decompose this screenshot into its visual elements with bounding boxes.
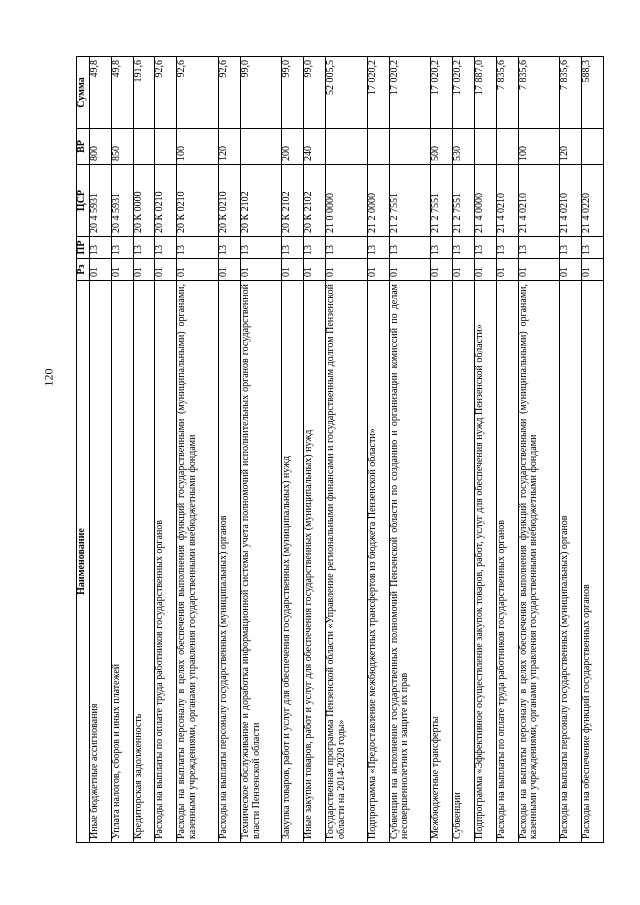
table-row [582, 57, 604, 843]
header-csr: ЦСР [77, 165, 90, 237]
cell-sum: 92,6 [177, 57, 219, 129]
cell-vr: 120 [560, 129, 582, 165]
cell-vr [133, 129, 155, 165]
cell-vr [496, 129, 518, 165]
table-row [474, 57, 496, 843]
cell-name: Расходы на выплаты по оплате труда работников государственных органов [155, 281, 177, 843]
table-row [177, 57, 219, 843]
cell-rz: 01 [155, 259, 177, 281]
cell-pr: 13 [389, 237, 431, 259]
cell-rz: 01 [177, 259, 219, 281]
cell-pr: 13 [218, 237, 240, 259]
table-row [389, 57, 431, 843]
cell-pr: 13 [582, 237, 604, 259]
cell-vr [155, 129, 177, 165]
cell-csr: 20 4 5931 [111, 165, 133, 237]
cell-sum: 17 020,2 [389, 57, 431, 129]
cell-pr: 13 [240, 237, 282, 259]
cell-name: Иные закупки товаров, работ и услуг для обеспечения государственных (муниципальных) нужд [304, 281, 326, 843]
header-rz: Рз [77, 259, 90, 281]
cell-rz: 01 [389, 259, 431, 281]
cell-pr: 13 [474, 237, 496, 259]
cell-name: Субвенции на исполнение государственных полномочий Пензенской области по созданию и организации комиссий по делам несовершеннолетних и защите их прав [389, 281, 431, 843]
cell-rz: 01 [133, 259, 155, 281]
cell-pr: 13 [453, 237, 475, 259]
cell-sum: 99,0 [282, 57, 304, 129]
header-pr: ПР [77, 237, 90, 259]
table-row [367, 57, 389, 843]
cell-sum: 49,8 [90, 57, 112, 129]
cell-vr [582, 129, 604, 165]
table-row [431, 57, 453, 843]
cell-rz: 01 [282, 259, 304, 281]
cell-sum: 49,8 [111, 57, 133, 129]
cell-rz: 01 [496, 259, 518, 281]
cell-rz: 01 [218, 259, 240, 281]
cell-pr: 13 [326, 237, 368, 259]
table-header-row [77, 57, 90, 843]
cell-vr [326, 129, 368, 165]
header-sum: Сумма [77, 57, 90, 129]
cell-sum: 92,6 [218, 57, 240, 129]
cell-rz: 01 [582, 259, 604, 281]
table-row [133, 57, 155, 843]
cell-rz: 01 [111, 259, 133, 281]
header-name: Наименование [77, 281, 90, 843]
cell-csr: 21 4 0220 [582, 165, 604, 237]
cell-pr: 13 [560, 237, 582, 259]
cell-name: Государственная программа Пензенской области «Управление региональными финансами и государственным долгом Пензенской области на 2014-2020 годы» [326, 281, 368, 843]
cell-name: Техническое обслуживание и доработка информационной системы учета полномочий исполнительных органов государственной власти Пензенской области [240, 281, 282, 843]
cell-pr: 13 [177, 237, 219, 259]
cell-vr: 200 [282, 129, 304, 165]
cell-name: Расходы на выплаты персоналу в целях обеспечения выполнения функций государственными (муниципальными) органами, казенными учреждениями, органами управления государственными внебюджетными фондами [518, 281, 560, 843]
cell-name: Иные бюджетные ассигнования [90, 281, 112, 843]
cell-sum: 588,3 [582, 57, 604, 129]
cell-csr: 21 4 0210 [560, 165, 582, 237]
page-number: 120 [41, 368, 56, 387]
cell-vr [367, 129, 389, 165]
cell-csr: 21 4 0000 [474, 165, 496, 237]
budget-table-rotated [76, 57, 604, 843]
cell-rz: 01 [304, 259, 326, 281]
budget-table [76, 56, 604, 843]
cell-csr: 21 4 0210 [496, 165, 518, 237]
cell-rz: 01 [453, 259, 475, 281]
cell-name: Кредиторская задолженность [133, 281, 155, 843]
table-row [496, 57, 518, 843]
cell-name: Субвенции [453, 281, 475, 843]
cell-sum: 99,0 [240, 57, 282, 129]
cell-sum: 17 020,2 [453, 57, 475, 129]
cell-csr: 20 К 0000 [133, 165, 155, 237]
cell-vr: 100 [518, 129, 560, 165]
cell-csr: 20 К 0210 [155, 165, 177, 237]
cell-name: Подпрограмма «Эффективное осуществление закупок товаров, работ, услуг для обеспечения нужд Пензенской области» [474, 281, 496, 843]
cell-vr: 120 [218, 129, 240, 165]
cell-rz: 01 [240, 259, 282, 281]
cell-rz: 01 [326, 259, 368, 281]
table-row [218, 57, 240, 843]
table-body [90, 57, 604, 843]
cell-csr: 21 2 7551 [453, 165, 475, 237]
cell-pr: 13 [133, 237, 155, 259]
cell-pr: 13 [518, 237, 560, 259]
cell-rz: 01 [474, 259, 496, 281]
cell-name: Расходы на выплаты персоналу в целях обеспечения выполнения функций государственными (муниципальными) органами, казенными учреждениями, органами управления государственными внебюджетными фондами [177, 281, 219, 843]
cell-vr: 500 [431, 129, 453, 165]
cell-pr: 13 [282, 237, 304, 259]
cell-sum: 7 835,6 [518, 57, 560, 129]
table-row [453, 57, 475, 843]
cell-sum: 17 020,2 [431, 57, 453, 129]
cell-name: Уплата налогов, сборов и иных платежей [111, 281, 133, 843]
cell-rz: 01 [431, 259, 453, 281]
cell-name: Расходы на обеспечение функций государственных органов [582, 281, 604, 843]
cell-sum: 17 020,2 [367, 57, 389, 129]
cell-csr: 21 0 0000 [326, 165, 368, 237]
cell-pr: 13 [496, 237, 518, 259]
cell-vr: 100 [177, 129, 219, 165]
cell-sum: 17 887,0 [474, 57, 496, 129]
cell-pr: 13 [431, 237, 453, 259]
table-row [282, 57, 304, 843]
cell-pr: 13 [155, 237, 177, 259]
table-row [155, 57, 177, 843]
cell-sum: 191,6 [133, 57, 155, 129]
table-row [326, 57, 368, 843]
cell-pr: 13 [367, 237, 389, 259]
cell-sum: 52 005,5 [326, 57, 368, 129]
table-row [304, 57, 326, 843]
cell-csr: 20 К 0210 [177, 165, 219, 237]
cell-rz: 01 [518, 259, 560, 281]
cell-vr [389, 129, 431, 165]
cell-pr: 13 [90, 237, 112, 259]
cell-csr: 21 4 0210 [518, 165, 560, 237]
cell-name: Расходы на выплаты по оплате труда работников государственных органов [496, 281, 518, 843]
cell-csr: 21 2 7551 [431, 165, 453, 237]
cell-sum: 7 835,6 [496, 57, 518, 129]
cell-name: Расходы на выплаты персоналу государственных (муниципальных) органов [218, 281, 240, 843]
cell-csr: 21 2 0000 [367, 165, 389, 237]
cell-vr: 240 [304, 129, 326, 165]
cell-csr: 20 4 5931 [90, 165, 112, 237]
cell-rz: 01 [90, 259, 112, 281]
cell-name: Подпрограмма «Предоставление межбюджетных трансфертов из бюджета Пензенской области» [367, 281, 389, 843]
cell-sum: 7 835,6 [560, 57, 582, 129]
cell-vr: 530 [453, 129, 475, 165]
cell-vr [474, 129, 496, 165]
cell-csr: 20 К 2102 [304, 165, 326, 237]
cell-sum: 99,0 [304, 57, 326, 129]
table-row [111, 57, 133, 843]
cell-rz: 01 [367, 259, 389, 281]
cell-name: Межбюджетные трансферты [431, 281, 453, 843]
cell-vr: 850 [111, 129, 133, 165]
cell-csr: 20 К 0210 [218, 165, 240, 237]
cell-sum: 92,6 [155, 57, 177, 129]
table-row [90, 57, 112, 843]
table-row [518, 57, 560, 843]
cell-csr: 20 К 2102 [282, 165, 304, 237]
cell-name: Расходы на выплаты персоналу государственных (муниципальных) органов [560, 281, 582, 843]
cell-name: Закупка товаров, работ и услуг для обеспечения государственных (муниципальных) нужд [282, 281, 304, 843]
header-vr: ВР [77, 129, 90, 165]
cell-pr: 13 [111, 237, 133, 259]
cell-vr [240, 129, 282, 165]
cell-vr: 800 [90, 129, 112, 165]
cell-csr: 20 К 2102 [240, 165, 282, 237]
cell-pr: 13 [304, 237, 326, 259]
table-row [240, 57, 282, 843]
cell-csr: 21 2 7551 [389, 165, 431, 237]
table-row [560, 57, 582, 843]
cell-rz: 01 [560, 259, 582, 281]
